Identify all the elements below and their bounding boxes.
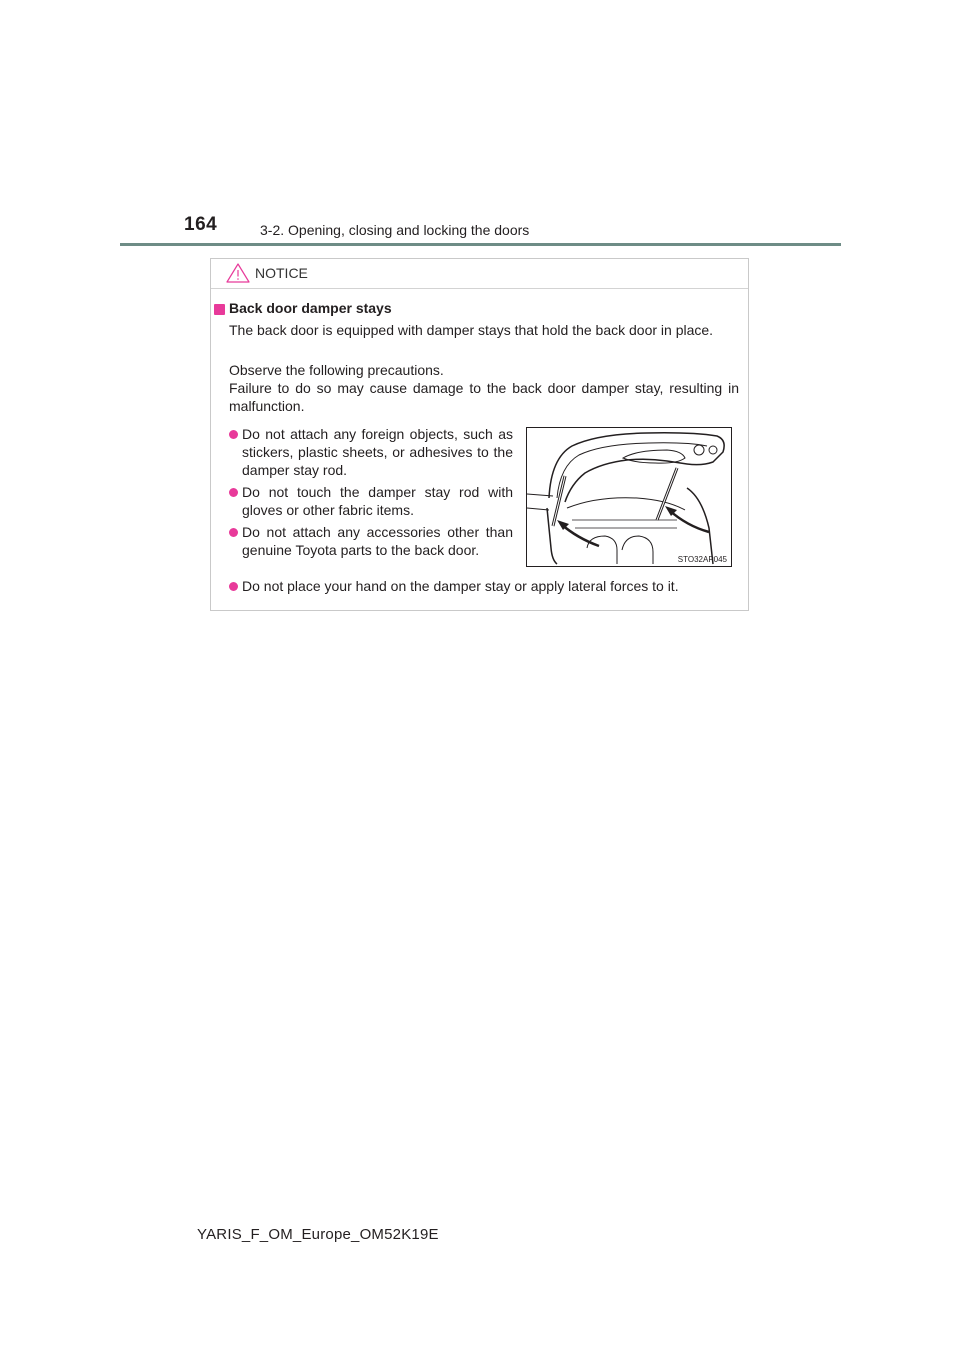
car-back-door-drawing (527, 428, 731, 566)
back-door-illustration (526, 427, 732, 567)
bullet-text: Do not attach any accessories other than genuine Toyota parts to the back door. (242, 524, 513, 558)
paragraph-1: The back door is equipped with damper stays that hold the back door in place. (229, 322, 714, 338)
notice-header (211, 259, 748, 289)
bullet-dot (229, 488, 238, 497)
bullet-text-wide: Do not place your hand on the damper stay or apply lateral forces to it. (242, 578, 679, 594)
bullet-text: Do not attach any foreign objects, such as stickers, plastic sheets, or adhesives to the damper stay rod. (242, 426, 513, 478)
figure-code: STO32AP045 (677, 555, 727, 564)
paragraph-3: Failure to do so may cause damage to the back door damper stay, resulting in malfunction. (229, 380, 739, 414)
item-title: Back door damper stays (229, 300, 392, 316)
header-rule (120, 243, 841, 246)
bullet-dot (229, 430, 238, 439)
item-bullet-square (214, 304, 225, 315)
notice-label: NOTICE (255, 265, 308, 281)
paragraph-2: Observe the following precautions. (229, 362, 444, 378)
section-title: 3-2. Opening, closing and locking the doors (260, 222, 530, 238)
bullet-dot (229, 528, 238, 537)
warning-triangle-icon (225, 262, 251, 284)
page-number: 164 (184, 214, 218, 235)
bullet-text: Do not touch the damper stay rod with gloves or other fabric items. (242, 484, 513, 518)
bullet-dot (229, 582, 238, 591)
footer-doc-code: YARIS_F_OM_Europe_OM52K19E (197, 1226, 439, 1243)
